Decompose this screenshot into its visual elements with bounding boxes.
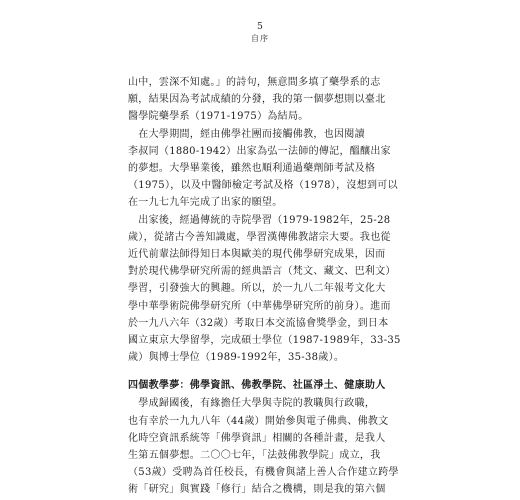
text-line: （53歲）受聘為首任校長，有機會與諸上善人合作建立跨學: [128, 467, 399, 479]
text-line: 術「研究」與實踐「修行」結合之機構，則是我的第六個: [128, 484, 386, 496]
text-line: 對於現代佛學研究所需的經典語言（梵文、藏文、巴利文）: [128, 266, 396, 278]
text-line: 國立東京大學留學，完成碩士學位（1987-1989年，33-35: [128, 335, 401, 347]
text-line: 於一九八六年（32歲）考取日本交流協會獎學金，到日本: [128, 317, 389, 329]
paragraph: [128, 212, 428, 367]
text-line: （1975），以及中醫師檢定考試及格（1978），沒想到可以: [128, 180, 398, 192]
text-line: 山中，雲深不知處。」的詩句，無意間多填了藥學系的志: [128, 77, 381, 88]
text-line: 醫學院藥學系（1971-1975）為結局。: [128, 111, 309, 123]
text-line: 在大學期間，經由佛學社團而接觸佛教，也因閱讀: [128, 128, 365, 140]
text-line: 學成歸國後，有緣擔任大學與寺院的教職與行政職，: [128, 398, 376, 410]
text-line: 的夢想。大學畢業後，雖然也順利通過藥劑師考試及格: [128, 163, 376, 175]
text-line: 生第五個夢想。二〇〇七年，「法鼓佛教學院」成立，我: [128, 450, 381, 462]
running-header: 自序: [251, 34, 269, 43]
text-line: 出家後，經過傳統的寺院學習（1979-1982年，25-28: [128, 214, 391, 226]
text-line: 歲）與博士學位（1989-1992年，35-38歲）。: [128, 352, 345, 364]
section-gap: [128, 366, 428, 371]
text-line: 化時空資訊系統等「佛學資訊」相關的各種計畫，是我人: [128, 432, 386, 444]
text-line: 李叔同（1880-1942）出家為弘一法師的傳記，醞釀出家: [128, 145, 391, 157]
text-line: 歲），從諸古今善知識處，學習漢傳佛教諸宗大要。我也從: [128, 231, 391, 243]
paragraph: [128, 395, 428, 498]
text-line: 學中華學術院佛學研究所（中華佛學研究所的前身）。進而: [128, 300, 391, 312]
text-line: 願，結果因為考試成績的分發，我的第一個夢想則以臺北: [128, 94, 386, 106]
body-text: [128, 74, 428, 499]
paragraph: [128, 126, 428, 212]
text-line: 學習，引發強大的興趣。所以，於一九八二年報考文化大: [128, 283, 386, 295]
section-heading: 四個教學夢：佛學資訊、佛教學院、社區淨土、健康助人: [128, 380, 386, 392]
text-line: 也有幸於一九九八年（44歲）開始參與電子佛典、佛教文: [128, 415, 389, 427]
paragraph: [128, 74, 428, 126]
text-line: 在一九七九年完成了出家的願望。: [128, 197, 283, 209]
text-line: 近代前輩法師得知日本與歐美的現代佛學研究成果，因而: [128, 249, 386, 261]
page-number: 5: [257, 22, 263, 32]
